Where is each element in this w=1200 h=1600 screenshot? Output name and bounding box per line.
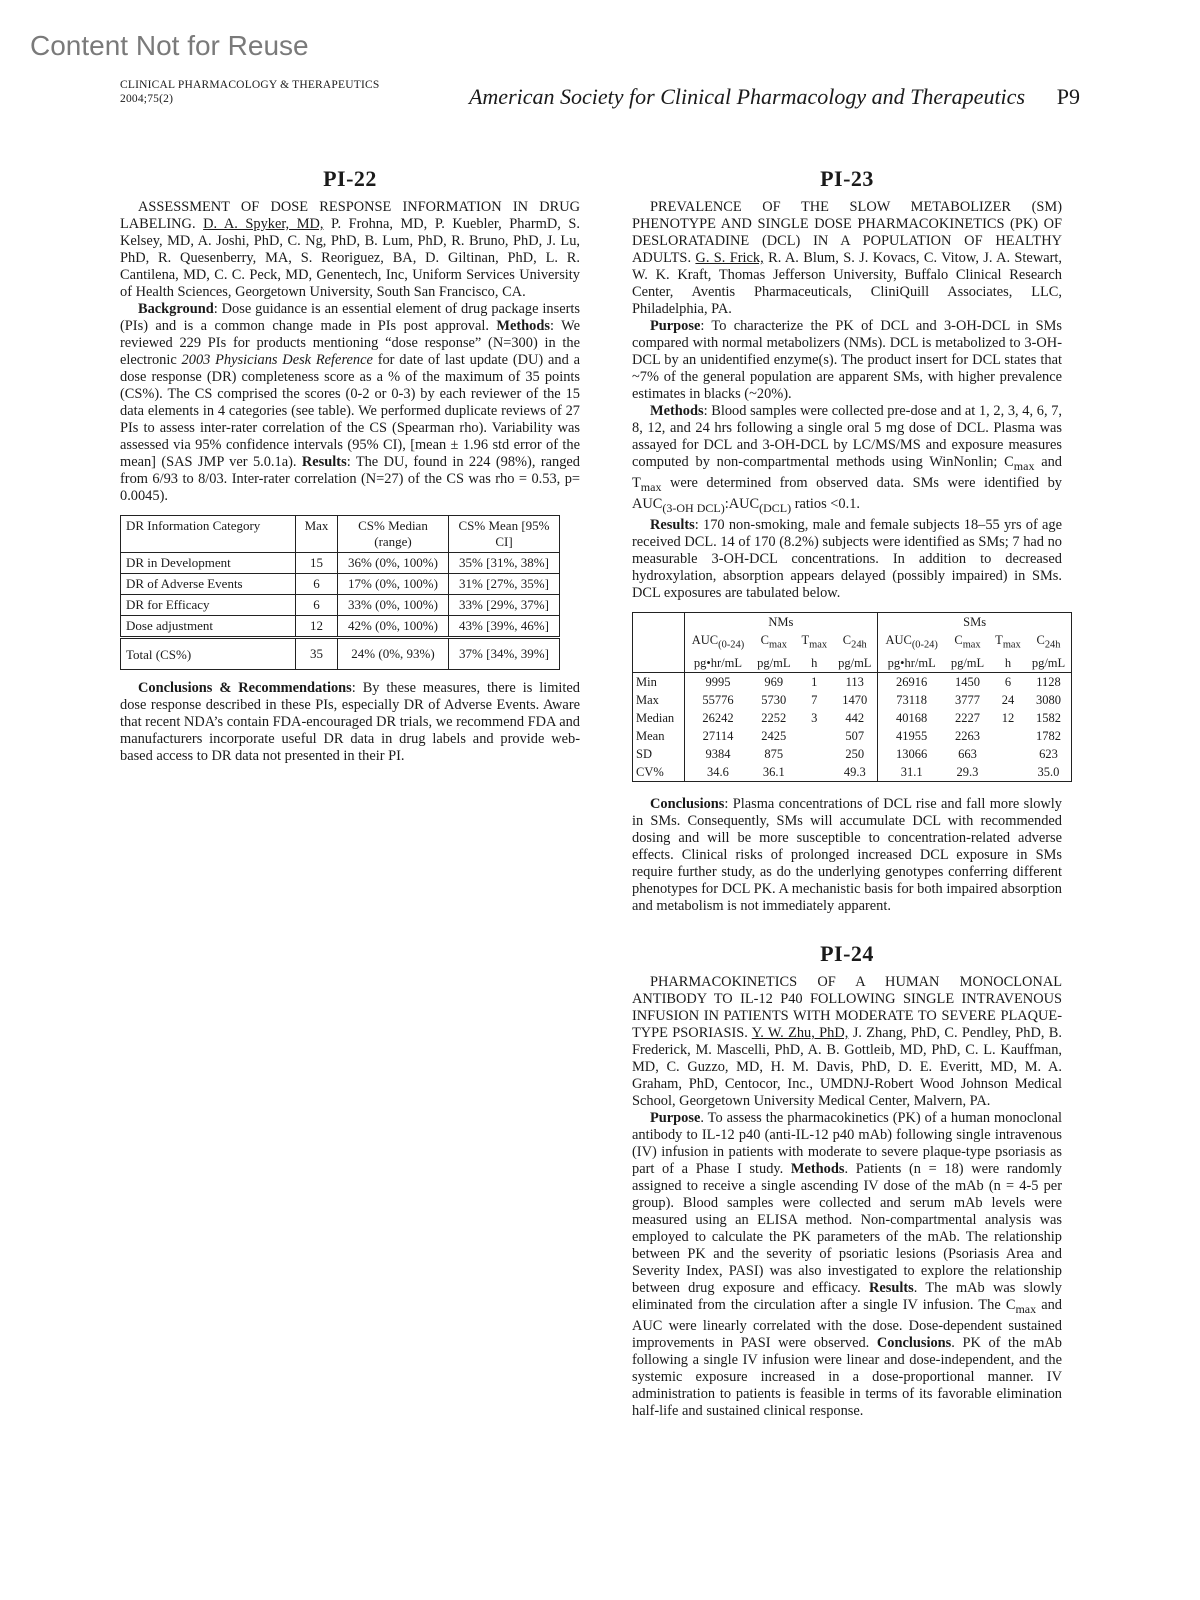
conclusions-text: : By these measures, there is limited dose response described in these PIs, especially DR of Adverse Events. Aware that recent NDA’s contain FDA-encouraged DR trials, we recommend FDA and manufacturers incorporate useful DR data in drug labels and provide web-based access to DR data not presented in their PI.	[120, 680, 581, 764]
methods-label: Methods	[650, 403, 704, 419]
table-row	[633, 763, 1072, 782]
table-cell: 35	[296, 638, 338, 670]
abstract-title	[120, 199, 580, 301]
table-header: CS% Median (range)	[338, 516, 449, 553]
row-label: CV%	[633, 763, 685, 782]
table-cell	[633, 612, 685, 631]
methods-label: Methods	[790, 1161, 845, 1178]
table-cell: 969	[764, 675, 784, 690]
title-text: PREVALENCE OF THE SLOW METABOLIZER (SM) PHENOTYPE AND SINGLE DOSE PHARMACOKINETICS (PK) OF DESLORATADINE (DCL) IN A POPULATION OF HEALTHY ADULTS.	[632, 199, 1062, 266]
col-header: $AUC_{(0-24)}$	[691, 632, 745, 651]
methods-text: were determined from observed data. SMs were identified by AUC	[632, 474, 1062, 512]
table-cell: 24% (0%, 93%)	[338, 638, 449, 670]
table-header: CS% Mean [95% CI]	[449, 516, 560, 553]
pk-table-body	[633, 673, 1072, 782]
table-cell: 442	[832, 709, 877, 727]
table-cell: 12	[1001, 711, 1015, 726]
table-cell: 2425	[761, 729, 787, 744]
table-row	[121, 595, 560, 616]
journal-header	[120, 78, 379, 106]
table-cell: 1782	[1035, 729, 1061, 744]
table-cell: 26242	[702, 711, 734, 726]
presenter: G. S. Frick,	[695, 250, 764, 266]
table-cell	[796, 763, 832, 782]
subscript: (3-OH DCL)	[662, 500, 725, 515]
conclusions-text: : Plasma concentrations of DCL rise and fall more slowly in SMs. Consequently, SMs will accumulate DCL with recommended dosing and will be more susceptible to concentration-related adverse effects. Clinical risks of prolonged increased DCL exposure in SMs require further study, as do the underlying genotypes conferring different phenotypes for DCL PK. A mechanistic basis for both impaired absorption and metabolism is not immediately apparent.	[632, 796, 1062, 915]
table-cell: 1470	[832, 691, 877, 709]
unit: pg•hr/mL	[878, 654, 945, 673]
purpose-label: Purpose	[650, 1110, 701, 1127]
table-cell: 37% [34%, 39%]	[449, 638, 560, 670]
pk-table	[632, 612, 1072, 783]
table-unit-row	[633, 654, 1072, 673]
table-cell: 40168	[896, 711, 928, 726]
page-number: P9	[1056, 84, 1080, 109]
col-header: $T_{max}$	[801, 632, 828, 651]
subscript: max	[1015, 1302, 1037, 1316]
methods-text: . Patients (n = 18) were randomly assigned to receive a single ascending IV dose of the mAb (n = 4-5 per group). Blood samples were collected and serum mAb levels were measured using an ELISA method. Non-compartmental analysis was employed to calculate the PK parameters of the mAb. The relationship between PK and the severity of psoriatic lesions (Psoriasis Area and Severity Index, PASI) was also investigated to explore the relationship between drug exposure and efficacy.	[632, 1161, 1062, 1297]
table-group-row	[633, 612, 1072, 631]
table-cell	[990, 763, 1026, 782]
table-cell: 36% (0%, 100%)	[338, 553, 449, 574]
authors: P. Frohna, MD, P. Kuebler, PharmD, S. Kelsey, MD, A. Joshi, PhD, C. Ng, PhD, B. Lum, PhD, R. Bruno, PhD, J. Lu, PhD, R. Quesenberry, MA, S. Reoriguez, BA, D. Giltinan, PhD, L. R. Cantilena, MD, C. C. Peck, MD, Genentech, Inc, Uniform Services University of Health Sciences, Georgetown University, South San Francisco, CA.	[120, 216, 580, 300]
unit: pg/mL	[1026, 654, 1072, 673]
table-cell: 35.0	[1037, 765, 1060, 780]
subscript: max	[1013, 458, 1035, 473]
unit: pg/mL	[945, 654, 990, 673]
purpose-text: . To assess the pharmacokinetics (PK) of a human monoclonal antibody to IL-12 p40 (anti-IL-12 p40 mAb) following single intravenous (IV) infusion in patients with moderate to severe plaque-type psoriasis as part of a Phase I study.	[632, 1110, 1062, 1178]
table-row	[633, 745, 1072, 763]
methods-label: Methods	[496, 318, 550, 334]
table-cell	[633, 631, 685, 655]
col-header: $C_{24h}$	[832, 631, 877, 655]
right-column	[632, 166, 1066, 1420]
abstract-pi22	[120, 166, 581, 765]
abstract-title	[632, 199, 1062, 318]
results-text: : The DU, found in 224 (98%), ranged from 6/93 to 8/03. Inter-rater correlation (N=27) of the CS was rho = 0.53, p= 0.0045).	[120, 454, 580, 504]
society-header: American Society for Clinical Pharmacology and Therapeutics	[468, 84, 1025, 109]
table-row	[633, 691, 1072, 709]
table-cell: DR of Adverse Events	[121, 574, 296, 595]
conclusions	[632, 796, 1062, 915]
table-cell: 27114	[702, 729, 734, 744]
presenter: Y. W. Zhu, PhD,	[751, 1025, 849, 1042]
table-cell: 43% [39%, 46%]	[449, 616, 560, 638]
col-header: $C_{24h}$	[1036, 632, 1061, 651]
col-header: $AUC_{(0-24)}$	[885, 632, 938, 651]
table-cell: DR for Efficacy	[121, 595, 296, 616]
purpose-text: : To characterize the PK of DCL and 3-OH-DCL in SMs compared with normal metabolizers (NMs). DCL is metabolized to 3-OH-DCL by an unidentified enzyme(s). The product insert for DCL states that ~7% of the general population are apparent SMs, with higher prevalence estimates in blacks (~20%).	[632, 318, 1062, 402]
journal-name: CLINICAL PHARMACOLOGY & THERAPEUTICS	[120, 79, 380, 91]
authors: R. A. Blum, S. J. Kovacs, C. Vitow, J. A. Stewart, W. K. Kraft, Thomas Jefferson University, Buffalo Clinical Research Center, Aventis Pharmaceuticals, CliniQuill Associates, LLC, Philadelphia, PA.	[632, 250, 1062, 317]
results-paragraph	[632, 517, 1062, 602]
unit: h	[796, 654, 832, 673]
group-sm: SMs	[963, 614, 987, 629]
table-cell: 250	[832, 745, 877, 763]
table-cell: 875	[764, 747, 784, 762]
table-cell: 24	[1001, 693, 1015, 708]
table-cell: 6	[296, 574, 338, 595]
row-label: Median	[633, 709, 685, 727]
table-cell	[990, 745, 1026, 763]
table-cell	[990, 727, 1026, 745]
table-cell: 15	[296, 553, 338, 574]
table-cell: 36.1	[762, 765, 785, 780]
table-cell: 6	[296, 595, 338, 616]
col-header: $C_{max}$	[760, 632, 787, 651]
methods-text: : We reviewed 229 PIs for products mentioning “dose response” (N=300) in the electronic	[120, 318, 580, 368]
conclusions-label: Conclusions & Recommendations	[138, 680, 352, 696]
table-cell: 31% [27%, 35%]	[449, 574, 560, 595]
row-label: SD	[633, 745, 685, 763]
results-text: . The mAb was slowly eliminated from the circulation after a single IV infusion. The C	[632, 1280, 1062, 1314]
table-cell: Dose adjustment	[121, 616, 296, 638]
col-header: $C_{max}$	[954, 632, 981, 651]
conclusions-text: . PK of the mAb following a single IV infusion were linear and dose-independent, and the systemic exposure increased in a dose-proportional manner. IV administration to patients is feasible in terms of its favorable elimination half-life and sustained clinical response.	[632, 1335, 1063, 1419]
table-total-row	[121, 638, 560, 670]
subscript: (DCL)	[759, 500, 792, 515]
table-row	[633, 709, 1072, 727]
table-cell: 1450	[954, 675, 980, 690]
table-cell: 29.3	[956, 765, 979, 780]
presenter: D. A. Spyker, MD,	[203, 216, 324, 232]
table-cell: 42% (0%, 100%)	[338, 616, 449, 638]
table-cell: 55776	[702, 693, 734, 708]
table-row	[121, 553, 560, 574]
row-label: Max	[633, 691, 685, 709]
conclusions-label: Conclusions	[650, 796, 725, 813]
table-cell	[796, 745, 832, 763]
abstract-label: PI-24	[820, 941, 874, 967]
table-row	[633, 673, 1072, 692]
authors: J. Zhang, PhD, C. Pendley, PhD, B. Frederick, M. Mascelli, PhD, A. B. Gottleib, MD, PhD, C. L. Kauffman, MD, C. Guzzo, MD, H. M. Davis, PhD, D. E. Everitt, MD, M. A. Graham, PhD, Centocor, Inc., UMDNJ-Robert Wood Johnson Medical School, Georgetown University Medical Center, Malvern, PA.	[632, 1025, 1062, 1110]
table-cell: 49.3	[832, 763, 877, 782]
table-cell: 3080	[1035, 693, 1061, 708]
table-row	[121, 616, 560, 638]
table-header-row	[633, 631, 1072, 655]
abstract-body	[632, 318, 1062, 403]
row-label: Mean	[633, 727, 685, 745]
table-cell: 9384	[705, 747, 731, 762]
table-cell: 41955	[896, 729, 928, 744]
table-cell: 35% [31%, 38%]	[449, 553, 560, 574]
abstract-label: PI-23	[820, 166, 874, 191]
subscript: max	[640, 479, 662, 494]
col-header: $T_{max}$	[995, 632, 1021, 651]
abstract-label: PI-22	[323, 166, 377, 191]
unit: pg/mL	[751, 654, 796, 673]
title-text: PHARMACOKINETICS OF A HUMAN MONOCLONAL ANTIBODY TO IL-12 P40 FOLLOWING SINGLE INTRAVENOUS INFUSION IN PATIENTS WITH MODERATE TO SEVERE PLAQUE-TYPE PSORIASIS.	[632, 974, 1062, 1042]
table-cell: 1	[811, 675, 818, 690]
table-cell: 2263	[954, 729, 980, 744]
row-label: Min	[633, 673, 685, 692]
background-text: : Dose guidance is an essential element of drug package inserts (PIs) and is a common change made in PIs post approval.	[120, 301, 580, 334]
table-cell: 73118	[896, 693, 928, 708]
table-header: Max	[296, 516, 338, 553]
table-cell: 2227	[954, 711, 980, 726]
journal-volume: 2004;75(2)	[120, 93, 174, 105]
table-cell: 1582	[1035, 711, 1061, 726]
table-cell	[633, 654, 685, 673]
unit: h	[990, 654, 1026, 673]
conclusions	[120, 680, 580, 765]
methods-italic: 2003 Physicians Desk Reference	[181, 352, 373, 368]
abstract-pi24	[632, 941, 1063, 1420]
results-label: Results	[650, 516, 695, 533]
table-cell: 5730	[761, 693, 787, 708]
abstract-body	[120, 301, 580, 505]
table-cell: 9995	[705, 675, 731, 690]
table-cell: 6	[1004, 675, 1012, 690]
table-cell: DR in Development	[121, 553, 296, 574]
abstract-pi23	[632, 166, 1066, 915]
table-cell: 623	[1039, 747, 1058, 762]
unit: pg•hr/mL	[684, 654, 751, 673]
table-cell: 7	[811, 693, 818, 708]
methods-text: ratios <0.1.	[794, 495, 860, 512]
abstract-body	[632, 1110, 1062, 1420]
table-cell: 12	[296, 616, 338, 638]
table-cell: 17% (0%, 100%)	[338, 574, 449, 595]
methods-text-b: for date of last update (DU) and a dose response (DR) completeness score as a % of the maximum of 35 points (CS%). The CS comprised the scores (0-2 or 0-3) by each reviewer of the 15 data elements in 4 categories (see table). We performed duplicate reviews of 27 PIs to assess inter-rater correlation of the CS (Spearman rho). Variability was assessed via 95% confidence intervals (95% CI), [mean ± 1.96 std error of the mean] (SAS JMP ver 5.0.1a).	[120, 352, 580, 470]
table-cell: 3	[811, 711, 818, 726]
table-cell: 507	[832, 727, 877, 745]
table-cell: 1128	[1036, 675, 1061, 690]
table-cell: 33% [29%, 37%]	[449, 595, 560, 616]
conclusions-label: Conclusions	[876, 1335, 952, 1351]
table-cell: 663	[958, 747, 977, 762]
table-cell	[796, 727, 832, 745]
results-text: and AUC were linearly correlated with the dose. Dose-dependent sustained improvements in PASI were observed.	[632, 1297, 1062, 1351]
table-cell: 2252	[761, 711, 787, 726]
watermark: Content Not for Reuse	[30, 30, 309, 61]
table-cell: 34.6	[707, 765, 729, 780]
methods-text: and T	[632, 454, 1062, 491]
table-cell: 31.1	[900, 765, 923, 780]
purpose-label: Purpose	[650, 318, 701, 334]
table-cell: Total (CS%)	[121, 638, 296, 670]
results-label: Results	[869, 1280, 914, 1297]
table-cell: 3777	[954, 693, 980, 708]
table-row	[633, 727, 1072, 745]
table-cell: 33% (0%, 100%)	[338, 595, 449, 616]
title-text: ASSESSMENT OF DOSE RESPONSE INFORMATION IN DRUG LABELING.	[120, 199, 580, 232]
group-nm: NMs	[684, 612, 878, 631]
results-label: Results	[301, 454, 347, 470]
methods-text: : Blood samples were collected pre-dose and at 1, 2, 3, 4, 6, 7, 8, 12, and 24 hrs following a single oral 5 mg dose of DCL. Plasma was assayed for DCL and 3-OH-DCL by LC/MS/MS and exposure measures computed by non-compartmental methods using WinNonlin; C	[632, 403, 1062, 470]
table-cell: 113	[832, 673, 877, 692]
background-label: Background	[138, 301, 214, 317]
table-cell: 13066	[896, 747, 928, 762]
methods-text: :AUC	[724, 495, 760, 512]
table-header: DR Information Category	[121, 516, 296, 553]
table-row	[121, 574, 560, 595]
table-cell: 26916	[896, 675, 928, 690]
unit: pg/mL	[832, 654, 877, 673]
abstract-title	[632, 974, 1062, 1110]
methods-paragraph	[632, 403, 1062, 517]
dr-table	[120, 515, 560, 670]
results-text: : 170 non-smoking, male and female subjects 18–55 yrs of age received DCL. 14 of 170 (8.2%) subjects were identified as SMs; 7 had no measurable 3-OH-DCL concentrations. In addition to decreased hydroxylation, absorption appears delayed (possibly impaired) in SMs. DCL exposures are tabulated below.	[632, 516, 1062, 601]
